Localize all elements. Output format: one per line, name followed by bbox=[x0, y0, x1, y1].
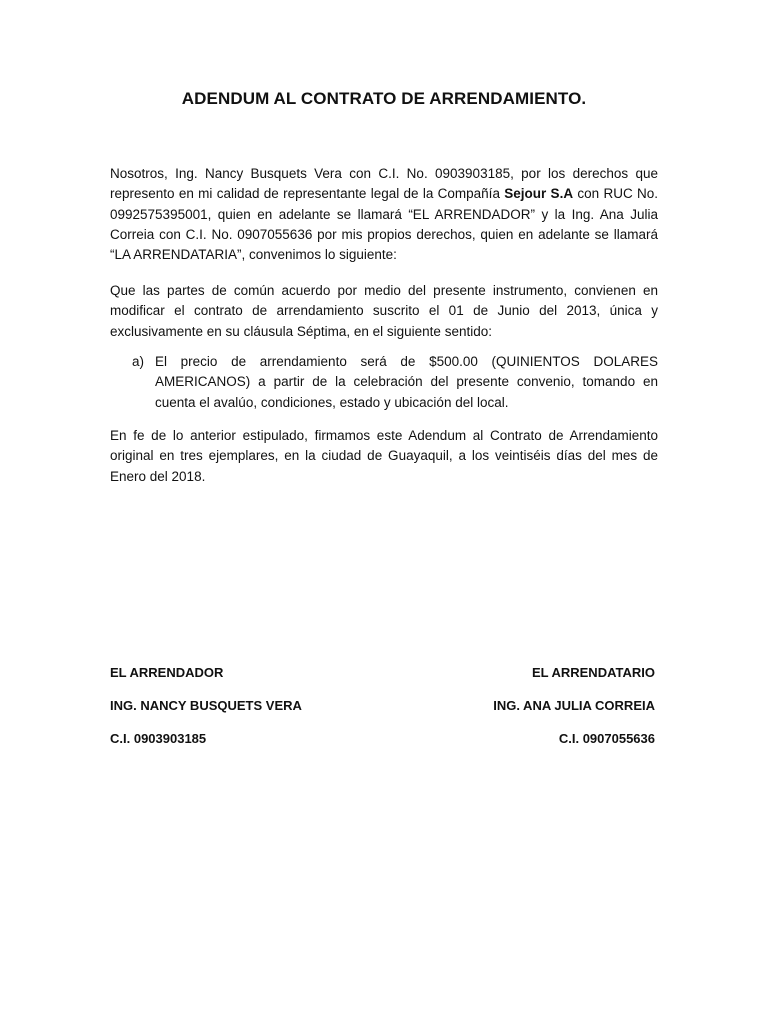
closing-paragraph: En fe de lo anterior estipulado, firmamos este Adendum al Contrato de Arrendamiento original en tres ejemplares, en la ciudad de Guayaquil, a los veintiséis días del mes de Enero del 2018. bbox=[110, 428, 658, 484]
agreement-paragraph: Que las partes de común acuerdo por medio del presente instrumento, convienen en modificar el contrato de arrendamiento suscrito el 01 de Junio del 2013, única y exclusivamente en su cláusula Séptima, en el siguiente sentido: bbox=[110, 283, 658, 339]
lessee-id: C.I. 0907055636 bbox=[558, 731, 655, 746]
lessee-role: EL ARRENDATARIO bbox=[531, 665, 655, 680]
list-item-text: El precio de arrendamiento será de $500.00 (QUINIENTOS DOLARES AMERICANOS) a partir de la celebración del presente convenio, tomando en cuenta el avalúo, condiciones, estado y ubicación del local. bbox=[155, 354, 658, 410]
lessor-role: EL ARRENDADOR bbox=[110, 665, 224, 680]
lessor-name: ING. NANCY BUSQUETS VERA bbox=[110, 698, 302, 713]
list-item bbox=[132, 352, 658, 413]
document-title: ADENDUM AL CONTRATO DE ARRENDAMIENTO. bbox=[181, 89, 587, 108]
lessor-id: C.I. 0903903185 bbox=[110, 731, 207, 746]
intro-text-part1: Nosotros, Ing. Nancy Busquets Vera con C.I. No. 0903903185, por los derechos que represento en mi calidad de representante legal de la Compañía bbox=[110, 166, 658, 202]
list-marker: a) bbox=[132, 354, 145, 369]
intro-paragraph bbox=[110, 164, 658, 265]
company-name: Sejour S.A bbox=[504, 186, 574, 202]
intro-text-part2: con RUC No. 0992575395001, quien en adelante se llamará “EL ARRENDADOR” y la Ing. Ana Julia Correia con C.I. No. 0907055636 por mis propios derechos, quien en adelante se llamará “LA ARRENDATARIA”, convenimos lo siguiente: bbox=[110, 186, 659, 263]
lessee-name: ING. ANA JULIA CORREIA bbox=[493, 698, 655, 713]
